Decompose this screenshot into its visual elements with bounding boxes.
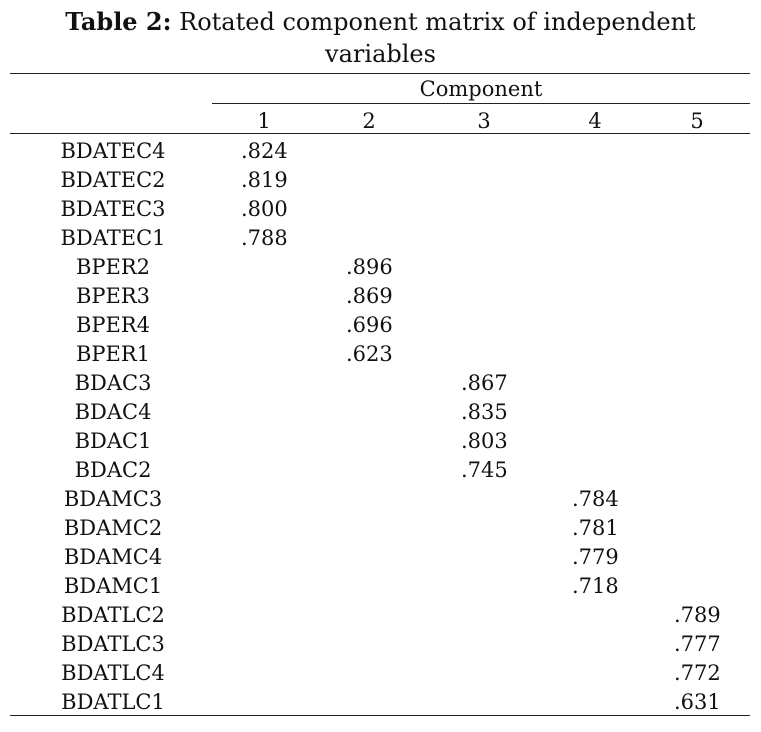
loading-value: .631	[674, 690, 721, 714]
row-label: BDAC3	[74, 371, 152, 395]
loading-value: .745	[461, 458, 508, 482]
loading-value: .788	[241, 226, 288, 250]
row-label: BDAMC3	[63, 487, 163, 511]
column-header-5: 5	[690, 109, 704, 133]
row-label: BDAC1	[74, 429, 152, 453]
table-top-rule	[10, 73, 750, 74]
table-caption	[0, 6, 761, 70]
table-bottom-rule	[10, 715, 750, 716]
row-label: BDAC4	[74, 400, 152, 424]
row-label: BPER3	[75, 284, 151, 308]
column-header-3: 3	[477, 109, 491, 133]
row-label: BDAMC1	[63, 574, 163, 598]
row-label: BPER2	[75, 255, 151, 279]
loading-value: .696	[346, 313, 393, 337]
loading-value: .772	[674, 661, 721, 685]
column-header-1: 1	[257, 109, 271, 133]
loading-value: .800	[241, 197, 288, 221]
row-label: BDAMC2	[63, 516, 163, 540]
loading-value: .869	[346, 284, 393, 308]
row-label: BDATLC1	[61, 690, 165, 714]
row-label: BDATLC4	[61, 661, 165, 685]
loading-value: .824	[241, 139, 288, 163]
caption-text-1: Rotated component matrix of independent	[179, 8, 696, 36]
row-label: BPER4	[75, 313, 151, 337]
row-label: BDATEC3	[60, 197, 166, 221]
caption-line-1	[0, 6, 761, 38]
loading-value: .819	[241, 168, 288, 192]
column-header-4: 4	[588, 109, 602, 133]
row-label: BDATEC2	[60, 168, 166, 192]
row-label: BPER1	[75, 342, 151, 366]
loading-value: .867	[461, 371, 508, 395]
loading-value: .718	[572, 574, 619, 598]
column-header-2: 2	[362, 109, 376, 133]
row-label: BDAC2	[74, 458, 152, 482]
component-group-header: Component	[419, 77, 543, 101]
loading-value: .779	[572, 545, 619, 569]
row-label: BDATLC2	[61, 603, 165, 627]
loading-value: .803	[461, 429, 508, 453]
row-label: BDATLC3	[61, 632, 165, 656]
loading-value: .896	[346, 255, 393, 279]
loading-value: .777	[674, 632, 721, 656]
row-label: BDATEC4	[60, 139, 166, 163]
loading-value: .789	[674, 603, 721, 627]
header-bottom-rule	[10, 133, 750, 134]
row-label: BDAMC4	[63, 545, 163, 569]
loading-value: .784	[572, 487, 619, 511]
loading-value: .835	[461, 400, 508, 424]
caption-text-2: variables	[325, 40, 436, 68]
loading-value: .623	[346, 342, 393, 366]
loading-value: .781	[572, 516, 619, 540]
row-label: BDATEC1	[60, 226, 166, 250]
caption-label: Table 2:	[65, 7, 172, 36]
component-header-rule	[212, 103, 750, 104]
